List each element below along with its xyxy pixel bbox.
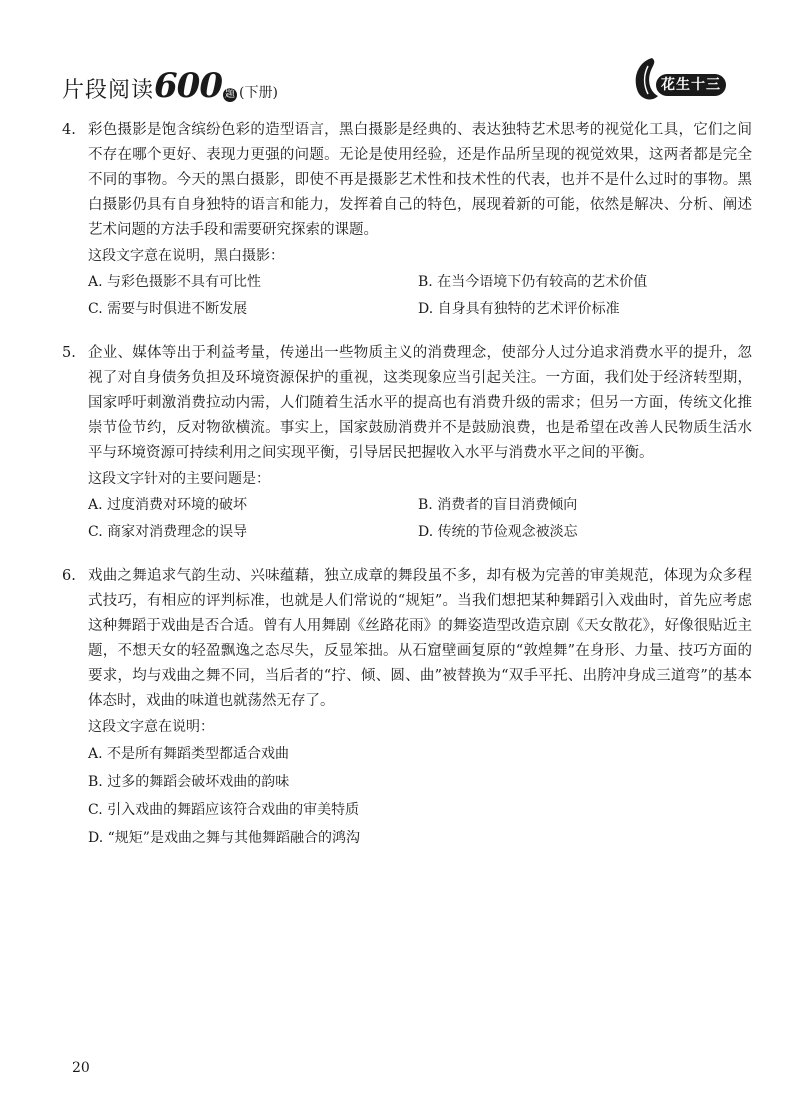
option-a: A. 不是所有舞蹈类型都适合戏曲 bbox=[88, 746, 290, 762]
option-c: C. 需要与时俱进不断发展 bbox=[88, 301, 248, 317]
question-passage bbox=[62, 341, 752, 466]
question-number: 6. bbox=[62, 568, 76, 584]
question-prompt: 这段文字针对的主要问题是： bbox=[88, 471, 270, 487]
option-c: C. 引入戏曲的舞蹈应该符合戏曲的审美特质 bbox=[88, 802, 360, 818]
question-text: 彩色摄影是饱含缤纷色彩的造型语言，黑白摄影是经典的、表达独特艺术思考的视觉化工具，它们之间不存在哪个更好、表现力更强的问题。无论是使用经验，还是作品所呈现的视觉效果，这两者都是完全不同的事物。今天的黑白摄影，即使不再是摄影艺术性和技术性的代表，也并不是什么过时的事物。黑白摄影仍具有自身独特的语言和能力，发挥着自己的特色，展现着新的可能，依然是解决、分析、阐述艺术问题的方法手段和需要研究探索的课题。 bbox=[88, 122, 752, 238]
option-c: C. 商家对消费理念的误导 bbox=[88, 524, 248, 540]
answer-options bbox=[62, 740, 752, 852]
option-b: B. 在当今语境下仍有较高的艺术价值 bbox=[418, 274, 648, 290]
book-title-ti-mark: 题 bbox=[225, 89, 235, 100]
brand-badge bbox=[626, 62, 742, 102]
question-passage bbox=[62, 118, 752, 243]
book-title-number: 600 bbox=[154, 66, 222, 106]
question-item bbox=[62, 118, 752, 323]
option-b: B. 消费者的盲目消费倾向 bbox=[418, 497, 578, 513]
answer-options bbox=[62, 492, 752, 546]
book-title bbox=[62, 66, 278, 106]
answer-options bbox=[62, 269, 752, 323]
book-title-volume: (下册) bbox=[239, 85, 278, 101]
brand-badge-label: 花生十三 bbox=[656, 74, 726, 96]
book-title-prefix: 片段阅读 bbox=[62, 78, 155, 103]
question-item bbox=[62, 341, 752, 546]
option-a: A. 过度消费对环境的破坏 bbox=[88, 497, 248, 513]
page-number: 20 bbox=[72, 1060, 90, 1076]
question-item bbox=[62, 564, 752, 852]
question-text: 戏曲之舞追求气韵生动、兴味蕴藉，独立成章的舞段虽不多，却有极为完善的审美规范，体现为众多程式技巧，有相应的评判标准，也就是人们常说的“规矩”。当我们想把某种舞蹈引入戏曲时，首先应考虑这种舞蹈于戏曲是否合适。曾有人用舞剧《丝路花雨》的舞姿造型改造京剧《天女散花》，好像很贴近主题，不想天女的轻盈飘逸之态尽失，反显笨拙。从石窟壁画复原的“敦煌舞”在身形、力量、技巧方面的要求，均与戏曲之舞不同，当后者的“拧、倾、圆、曲”被替换为“双手平托、出胯冲身成三道弯”的基本体态时，戏曲的味道也就荡然无存了。 bbox=[88, 568, 752, 709]
option-d: D. 传统的节俭观念被淡忘 bbox=[418, 524, 578, 540]
option-b: B. 过多的舞蹈会破坏戏曲的韵味 bbox=[88, 774, 290, 790]
option-d: D. “规矩”是戏曲之舞与其他舞蹈融合的鸿沟 bbox=[88, 830, 360, 846]
question-list bbox=[62, 118, 752, 870]
option-a: A. 与彩色摄影不具有可比性 bbox=[88, 274, 262, 290]
option-d: D. 自身具有独特的艺术评价标准 bbox=[418, 301, 620, 317]
question-prompt: 这段文字意在说明： bbox=[88, 719, 214, 735]
question-text: 企业、媒体等出于利益考量，传递出一些物质主义的消费理念，使部分人过分追求消费水平的提升，忽视了对自身债务负担及环境资源保护的重视，这类现象应当引起关注。一方面，我们处于经济转型期，国家呼吁刺激消费拉动内需，人们随着生活水平的提高也有消费升级的需求；但另一方面，传统文化推崇节俭节约，反对物欲横流。事实上，国家鼓励消费并不是鼓励浪费，也是希望在改善人民物质生活水平与环境资源可持续利用之间实现平衡，引导居民把握收入水平与消费水平之间的平衡。 bbox=[88, 345, 752, 461]
question-passage bbox=[62, 564, 752, 714]
page-header bbox=[62, 62, 742, 104]
question-number: 5. bbox=[62, 345, 76, 361]
question-prompt: 这段文字意在说明，黑白摄影： bbox=[88, 248, 284, 264]
question-number: 4. bbox=[62, 122, 76, 138]
